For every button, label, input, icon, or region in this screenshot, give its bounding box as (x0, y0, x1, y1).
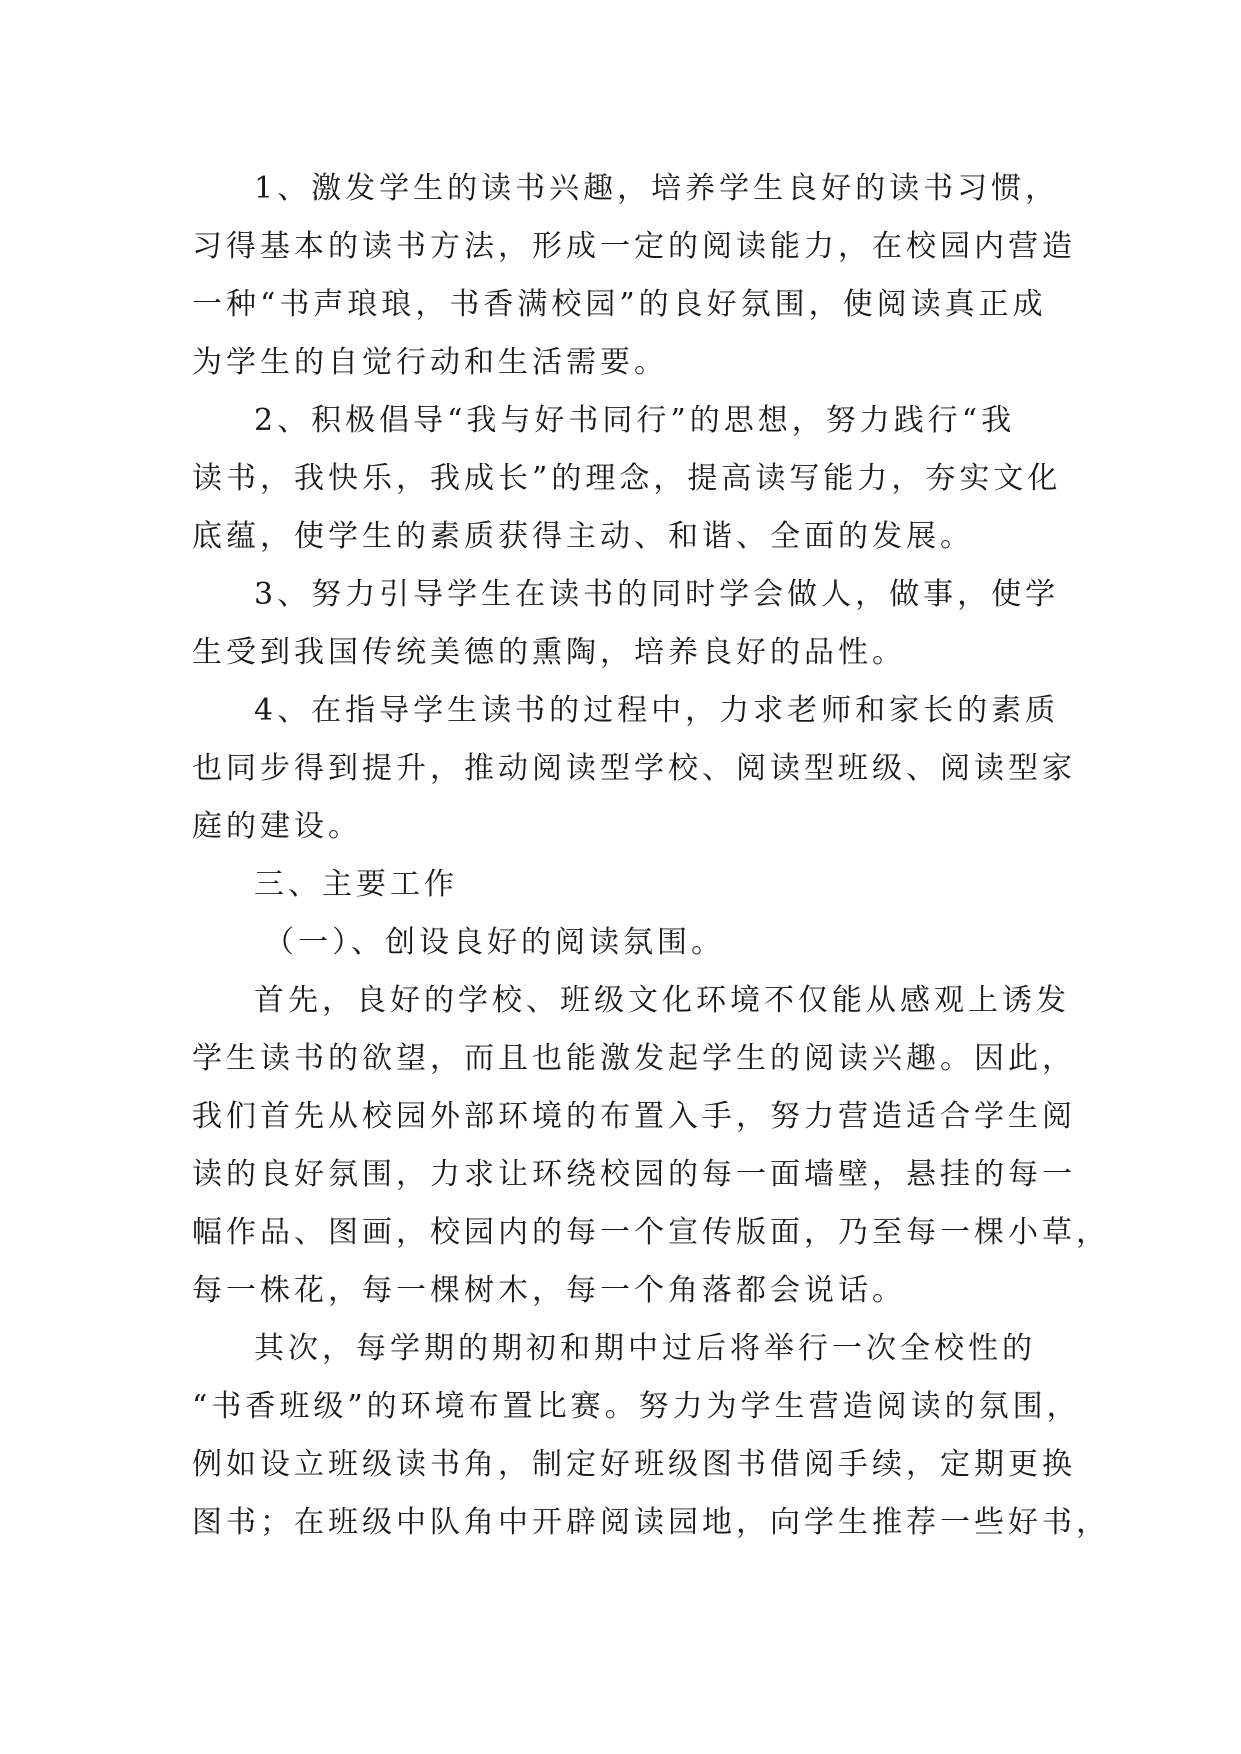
paragraph-5 (192, 972, 1110, 1320)
text-line: 习得基本的读书方法，形成一定的阅读能力，在校园内营造 (192, 229, 1076, 264)
text-line: 庭的建设。 (192, 809, 362, 844)
text-line: 我们首先从校园外部环境的布置入手，努力营造适合学生阅 (192, 1099, 1076, 1134)
paragraph-4 (192, 682, 1076, 856)
text-line: 也同步得到提升，推动阅读型学校、阅读型班级、阅读型家 (192, 751, 1076, 786)
section-heading (192, 856, 1052, 914)
subheading-text: （一）、创设良好的阅读氛围。 (264, 925, 725, 960)
text-line: 2、积极倡导“我与好书同行”的思想，努力践行“我 (254, 403, 1016, 438)
text-line: 1、激发学生的读书兴趣，培养学生良好的读书习惯， (254, 171, 1060, 206)
paragraph-1 (192, 160, 1076, 392)
heading-text: 三、主要工作 (254, 867, 458, 902)
text-line: 图书；在班级中队角中开辟阅读园地，向学生推荐一些好书， (192, 1505, 1110, 1540)
text-line: 例如设立班级读书角，制定好班级图书借阅手续，定期更换 (192, 1447, 1076, 1482)
subsection-heading (192, 914, 1052, 972)
text-line: 3、努力引导学生在读书的同时学会做人，做事，使学 (254, 577, 1060, 612)
paragraph-2 (192, 392, 1062, 566)
text-line: 生受到我国传统美德的熏陶，培养良好的品性。 (192, 635, 906, 670)
text-line: 4、在指导学生读书的过程中，力求老师和家长的素质 (254, 693, 1060, 728)
text-line: 其次，每学期的期初和期中过后将举行一次全校性的 (254, 1331, 1036, 1366)
paragraph-3 (192, 566, 1060, 682)
text-line: 一种“书声琅琅，书香满校园”的良好氛围，使阅读真正成 (192, 287, 1047, 322)
document-body (192, 160, 1110, 1552)
text-line: “书香班级”的环境布置比赛。努力为学生营造阅读的氛围， (192, 1389, 1081, 1424)
text-line: 每一株花，每一棵树木，每一个角落都会说话。 (192, 1273, 906, 1308)
text-line: 读的良好氛围，力求让环绕校园的每一面墙壁，悬挂的每一 (192, 1157, 1076, 1192)
text-line: 首先，良好的学校、班级文化环境不仅能从感观上诱发 (254, 983, 1070, 1018)
text-line: 底蕴，使学生的素质获得主动、和谐、全面的发展。 (192, 519, 974, 554)
text-line: 为学生的自觉行动和生活需要。 (192, 345, 668, 380)
paragraph-6 (192, 1320, 1110, 1552)
text-line: 读书，我快乐，我成长”的理念，提高读写能力，夯实文化 (192, 461, 1062, 496)
text-line: 幅作品、图画，校园内的每一个宣传版面，乃至每一棵小草， (192, 1215, 1110, 1250)
text-line: 学生读书的欲望，而且也能激发起学生的阅读兴趣。因此， (192, 1041, 1076, 1076)
